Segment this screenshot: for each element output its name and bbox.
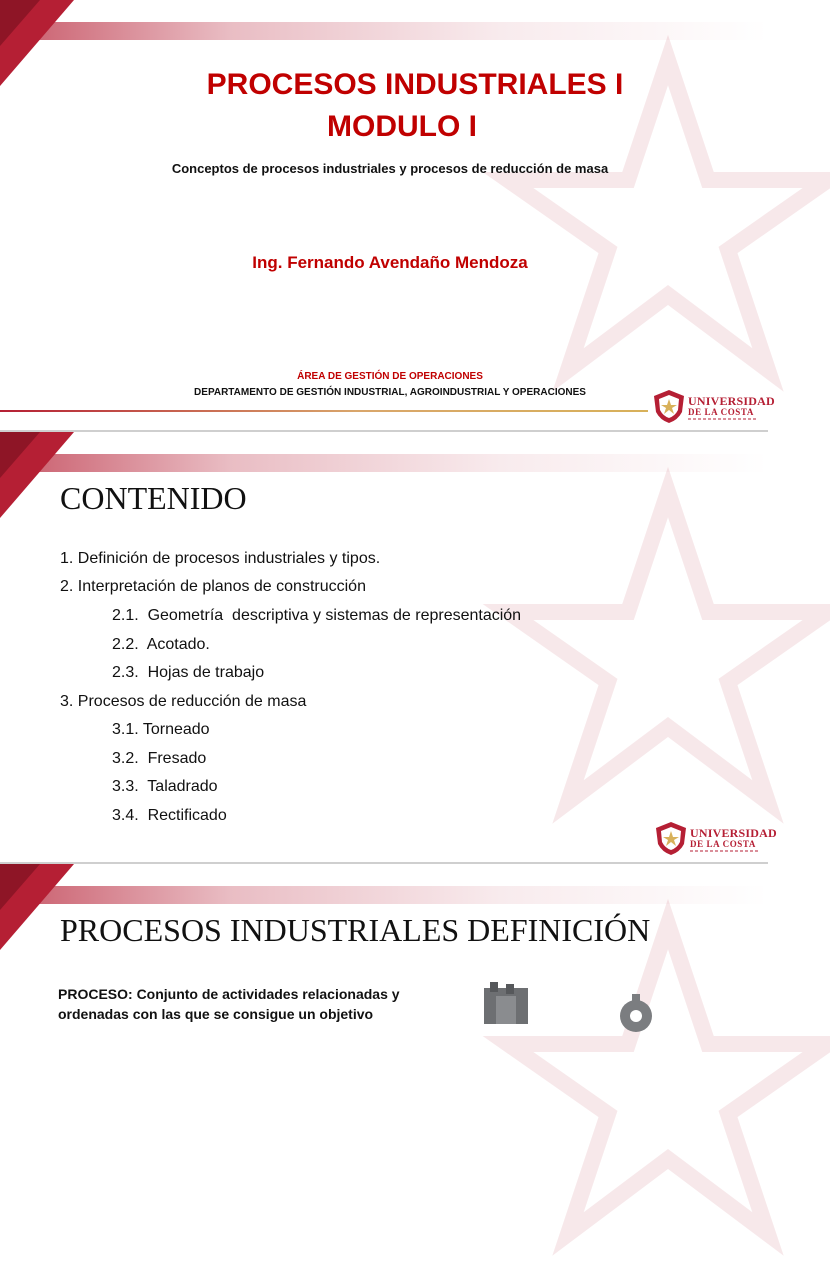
logo-tagline-mark [690, 850, 758, 852]
gears-image [476, 982, 656, 1024]
contents-item: 3. Procesos de reducción de masa [60, 693, 307, 710]
definition-slide [0, 864, 768, 1024]
logo-tagline-mark [688, 418, 756, 420]
background-star-watermark [518, 904, 778, 1264]
author-name: Ing. Fernando Avendaño Mendoza [252, 253, 528, 272]
contents-item: 2. Interpretación de planos de construcción [60, 578, 366, 595]
header-band [0, 886, 768, 904]
contents-item: 3.3. Taladrado [112, 778, 218, 795]
logo-text-line-2: DE LA COSTA [688, 407, 754, 417]
slide-subtitle: Conceptos de procesos industriales y procesos de reducción de masa [171, 161, 609, 176]
logo-text-line-2: DE LA COSTA [690, 839, 756, 849]
proceso-definition: PROCESO: Conjunto de actividades relacionadas y ordenadas con las que se consigue un objetivo [58, 986, 400, 1022]
contents-item: 3.1. Torneado [112, 721, 210, 738]
header-band [0, 454, 768, 472]
contents-item: 3.4. Rectificado [112, 807, 227, 824]
title-line-1: PROCESOS INDUSTRIALES I [206, 68, 624, 101]
slide-title [0, 64, 830, 148]
definition-heading: PROCESOS INDUSTRIALES DEFINICIÓN [60, 912, 651, 948]
contents-item: 2.1. Geometría descriptiva y sistemas de representación [112, 607, 522, 624]
university-shield-icon [654, 820, 688, 856]
contents-heading: CONTENIDO [60, 480, 247, 516]
background-star-watermark [518, 472, 778, 832]
contents-item: 2.2. Acotado. [112, 636, 210, 653]
university-logo [652, 388, 775, 428]
title-slide [0, 0, 775, 432]
contents-item: 1. Definición de procesos industriales y tipos. [60, 550, 381, 567]
contents-item: 3.2. Fresado [112, 750, 207, 767]
university-shield-icon [652, 388, 686, 424]
department-label: DEPARTAMENTO DE GESTIÓN INDUSTRIAL, AGROINDUSTRIAL Y OPERACIONES [194, 387, 586, 398]
university-logo [654, 820, 777, 860]
title-line-2: MODULO I [327, 110, 477, 143]
footer-rule [0, 410, 648, 412]
area-label: ÁREA DE GESTIÓN DE OPERACIONES [297, 371, 483, 382]
contents-slide [0, 432, 777, 864]
logo-text-line-1: UNIVERSIDAD [688, 394, 775, 408]
contents-item: 2.3. Hojas de trabajo [112, 664, 265, 681]
header-band [0, 22, 768, 40]
logo-text-line-1: UNIVERSIDAD [690, 826, 777, 840]
